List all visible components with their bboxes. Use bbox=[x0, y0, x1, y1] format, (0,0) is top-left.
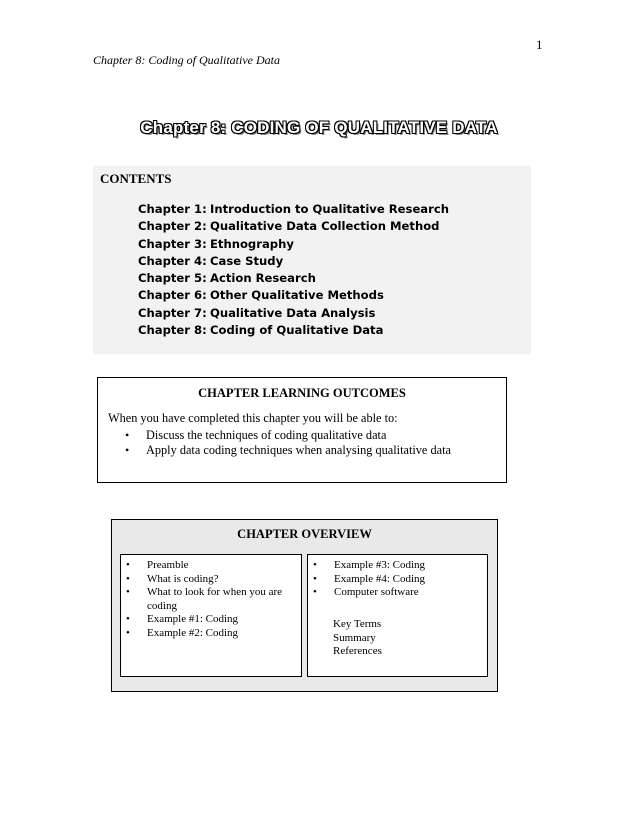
toc-chapter-number: Chapter 2: bbox=[138, 219, 207, 234]
overview-left-column bbox=[120, 554, 302, 677]
running-header: Chapter 8: Coding of Qualitative Data bbox=[93, 53, 280, 67]
overview-right-list bbox=[313, 559, 425, 600]
toc-chapter-title: Ethnography bbox=[210, 236, 294, 251]
list-item: • Discuss the techniques of coding qualitative data bbox=[125, 428, 451, 443]
list-item: • Apply data coding techniques when analysing qualitative data bbox=[125, 443, 451, 458]
toc-chapter-number: Chapter 7: bbox=[138, 305, 207, 320]
page-number: 1 bbox=[536, 37, 543, 52]
toc-item bbox=[138, 236, 449, 253]
list-item: • Example #4: Coding bbox=[313, 573, 425, 587]
contents-heading: CONTENTS bbox=[100, 171, 172, 186]
learning-outcomes-intro: When you have completed this chapter you will be able to: bbox=[108, 411, 398, 425]
toc-chapter-title: Introduction to Qualitative Research bbox=[210, 202, 449, 216]
list-item: • What is coding? bbox=[126, 573, 301, 587]
toc-chapter-title: Coding of Qualitative Data bbox=[210, 323, 384, 338]
list-item: • What to look for when you are coding bbox=[126, 586, 301, 613]
chapter-title: Chapter 8: CODING OF QUALITATIVE DATA bbox=[140, 118, 498, 137]
toc-item bbox=[138, 201, 449, 218]
toc-chapter-title: Case Study bbox=[210, 253, 284, 268]
toc-chapter-number: Chapter 8: bbox=[138, 323, 207, 338]
toc-chapter-title: Qualitative Data Collection Method bbox=[210, 219, 440, 234]
learning-outcomes-box bbox=[97, 377, 507, 483]
overview-right-column bbox=[307, 554, 488, 677]
toc-item bbox=[138, 322, 449, 339]
toc-chapter-title: Qualitative Data Analysis bbox=[210, 305, 376, 320]
overview-left-list bbox=[126, 559, 301, 640]
chapter-overview-title: CHAPTER OVERVIEW bbox=[237, 527, 372, 541]
list-item: • Preamble bbox=[126, 559, 301, 573]
overview-key-terms: Key Terms bbox=[333, 618, 382, 630]
list-item: • Example #3: Coding bbox=[313, 559, 425, 573]
toc-chapter-title: Action Research bbox=[210, 271, 316, 286]
toc-chapter-number: Chapter 5: bbox=[138, 271, 207, 286]
toc-item bbox=[138, 253, 449, 270]
toc-chapter-number: Chapter 4: bbox=[138, 253, 207, 268]
toc-chapter-number: Chapter 1: bbox=[138, 202, 207, 216]
learning-outcomes-title: CHAPTER LEARNING OUTCOMES bbox=[198, 386, 406, 400]
toc-chapter-title: Other Qualitative Methods bbox=[210, 288, 384, 303]
chapter-overview-box bbox=[111, 519, 498, 692]
learning-outcomes-list bbox=[125, 428, 451, 459]
toc-item bbox=[138, 218, 449, 235]
overview-references: References bbox=[333, 645, 382, 657]
toc-item bbox=[138, 305, 449, 322]
overview-summary: Summary bbox=[333, 631, 376, 644]
toc-chapter-number: Chapter 3: bbox=[138, 236, 207, 251]
contents-box bbox=[93, 166, 531, 354]
table-of-contents bbox=[138, 201, 449, 339]
list-item: • Computer software bbox=[313, 586, 425, 600]
toc-item bbox=[138, 287, 449, 304]
toc-chapter-number: Chapter 6: bbox=[138, 288, 207, 303]
list-item: • Example #2: Coding bbox=[126, 627, 301, 641]
list-item: • Example #1: Coding bbox=[126, 613, 301, 627]
toc-item bbox=[138, 270, 449, 287]
